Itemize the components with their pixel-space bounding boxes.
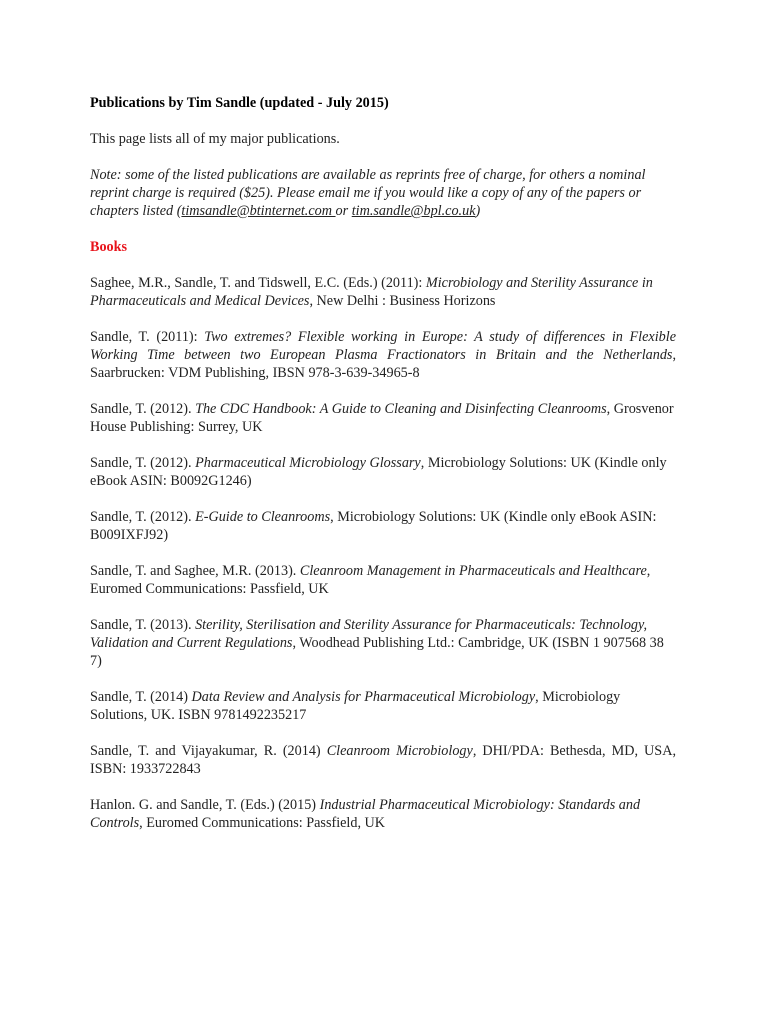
book-publisher: , Microbiology Solutions, UK. ISBN 9781492235217 <box>90 689 621 723</box>
book-publisher: , Euromed Communications: Passfield, UK <box>139 815 386 831</box>
book-authors: Sandle, T. and Saghee, M.R. (2013). <box>90 563 300 579</box>
book-title: Cleanroom Management in Pharmaceuticals and Healthcare <box>299 563 647 579</box>
book-publisher: , Microbiology Solutions: UK (Kindle only eBook ASIN: B009IXFJ92) <box>90 509 657 543</box>
book-title: Industrial Pharmaceutical Microbiology: Standards and Controls <box>90 797 641 831</box>
book-publisher: , DHI/PDA: Bethesda, MD, USA, ISBN: 1933722843 <box>90 743 676 777</box>
book-publisher: , Grosvenor House Publishing: Surrey, UK <box>90 401 674 435</box>
book-authors: Sandle, T. (2013). <box>90 617 196 633</box>
book-authors: Sandle, T. (2011): <box>90 329 205 345</box>
section-heading-books: Books <box>90 239 128 255</box>
book-authors: Hanlon. G. and Sandle, T. (Eds.) (2015) <box>90 797 320 813</box>
book-publisher: , Woodhead Publishing Ltd.: Cambridge, UK (ISBN 1 907568 38 7) <box>90 635 664 669</box>
book-publisher: , Microbiology Solutions: UK (Kindle only eBook ASIN: B0092G1246) <box>90 455 667 489</box>
book-title: Two extremes? Flexible working in Europe: A study of differences in Flexible Working Time between two European Plasma Fractionators in Britain and the Netherlands <box>90 329 676 363</box>
book-entry <box>90 616 676 670</box>
book-entry <box>90 562 676 598</box>
book-authors: Sandle, T. (2012). <box>90 509 196 525</box>
note-text-between: or <box>335 203 352 219</box>
note-text-after: ) <box>475 203 481 219</box>
book-entry <box>90 796 676 832</box>
book-entry <box>90 688 676 724</box>
book-title: Cleanroom Microbiology <box>326 743 473 759</box>
reprint-note <box>90 166 676 220</box>
book-title: E-Guide to Cleanrooms <box>195 509 331 525</box>
book-title: Pharmaceutical Microbiology Glossary <box>195 455 421 471</box>
book-entry <box>90 508 676 544</box>
book-authors: Sandle, T. and Vijayakumar, R. (2014) <box>90 743 327 759</box>
book-title: Data Review and Analysis for Pharmaceutical Microbiology <box>191 689 536 705</box>
intro-text: This page lists all of my major publications. <box>90 131 340 147</box>
document-page <box>90 94 676 850</box>
book-publisher: , Saarbrucken: VDM Publishing, IBSN 978-3-639-34965-8 <box>90 347 676 381</box>
book-title: Sterility, Sterilisation and Sterility Assurance for Pharmaceuticals: Technology, Validation and Current Regulations <box>90 617 648 651</box>
book-authors: Sandle, T. (2014) <box>90 689 192 705</box>
email-link-bpl[interactable]: tim.sandle@bpl.co.uk <box>351 203 476 219</box>
book-entry <box>90 328 676 382</box>
book-authors: Sandle, T. (2012). <box>90 401 196 417</box>
book-list <box>90 274 676 832</box>
book-entry <box>90 454 676 490</box>
book-entry <box>90 274 676 310</box>
book-authors: Saghee, M.R., Sandle, T. and Tidswell, E.C. (Eds.) (2011): <box>90 275 426 291</box>
book-publisher: , Euromed Communications: Passfield, UK <box>90 563 651 597</box>
book-title: Microbiology and Sterility Assurance in Pharmaceuticals and Medical Devices <box>90 275 653 309</box>
book-title: The CDC Handbook: A Guide to Cleaning and Disinfecting Cleanrooms <box>195 401 607 417</box>
note-text-before: Note: some of the listed publications are available as reprints free of charge, for others a nominal reprint charge is required ($25). Please email me if you would like a copy of any of the papers or chapters listed ( <box>90 167 646 219</box>
book-authors: Sandle, T. (2012). <box>90 455 196 471</box>
book-entry <box>90 400 676 436</box>
page-title: Publications by Tim Sandle (updated - July 2015) <box>90 95 389 111</box>
book-publisher: , New Delhi : Business Horizons <box>309 293 496 309</box>
book-entry <box>90 742 676 778</box>
email-link-btinternet[interactable]: timsandle@btinternet.com <box>181 203 336 219</box>
